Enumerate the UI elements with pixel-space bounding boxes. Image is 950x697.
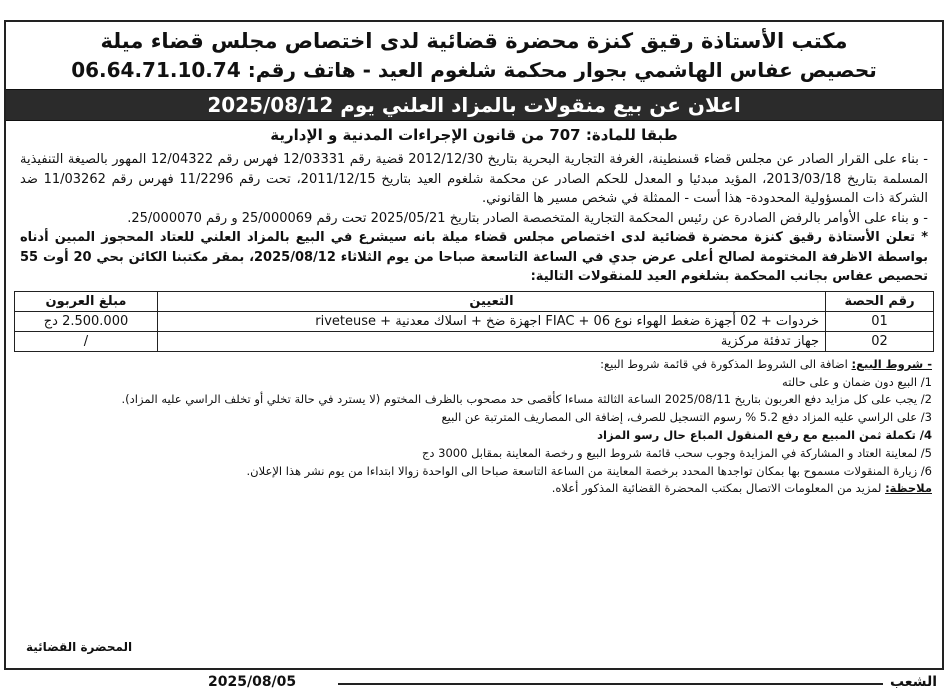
header-lot: رقم الحصة <box>826 291 934 311</box>
announcement-body <box>6 144 942 287</box>
condition-item: 5/ لمعاينة العتاد و المشاركة في المزايدة وجوب سحب قائمة شروط البيع و رخصة المعاينة بمقابل 3000 دج <box>421 445 932 460</box>
condition-item: 1/ البيع دون ضمان و على حالته <box>782 374 932 389</box>
row-lot: 02 <box>826 331 934 351</box>
table-header-row <box>15 291 934 311</box>
row-lot: 01 <box>826 311 934 331</box>
announcement-title: اعلان عن بيع منقولات بالمزاد العلني يوم 2025/08/12 <box>6 89 942 121</box>
row-designation: خردوات + 02 أجهزة ضغط الهواء نوع FIAC + 06 اجهزة ضخ + اسلاك معدنية + riveteuse <box>158 311 826 331</box>
publication-date: 2025/08/05 <box>208 674 297 690</box>
note-line <box>16 480 932 498</box>
address-text: تحصيص عفاس الهاشمي بجوار محكمة شلغوم العيد - هاتف رقم: <box>247 58 877 83</box>
footer-divider <box>338 683 883 685</box>
condition-item: 3/ على الراسي عليه المزاد دفع 5.2 % رسوم التسجيل للصرف، إضافة الى المصاريف المترتبة عن البيع <box>441 410 932 425</box>
table-row <box>15 311 934 331</box>
paragraph-decision: - بناء على القرار الصادر عن مجلس قضاء قسنطينة، الغرفة التجارية البحرية بتاريخ 2012/12/30 قضية رقم 12/03331 فهرس رقم 12/04322 المهور بالصيغة التنفيذية المسلمة بتاريخ 2013/03/18، المؤيد مبدئيا و المعدل للحكم الصادر عن محكمة شلغوم العيد بتاريخ 2011/12/15، تحت رقم 11/2296 فهرس رقم 11/03262 ضد الشركة ذات المسؤولية المحدودة- هذا أست - الممثلة في شخص مسير ها القانوني. <box>20 152 929 207</box>
row-designation: جهاز تدفئة مركزية <box>158 331 826 351</box>
lots-table <box>14 291 934 352</box>
signature: المحضرة القضائية <box>26 640 133 654</box>
condition-item: 6/ زيارة المنقولات مسموح بها بمكان تواجدها المحدد برخصة المعاينة من الساعة التاسعة صباحا الى الواحدة زوالا ابتداءا من يوم نشر هذا الإعلان. <box>246 463 932 478</box>
phone-number: 06.64.71.10.74 <box>71 58 241 83</box>
office-header <box>6 22 942 83</box>
paragraph-orders: - و بناء على الأوامر بالرفض الصادرة عن رئيس المحكمة التجارية المتخصصة الصادر بتاريخ 2025/05/21 تحت رقم 25/000069 و رقم 25/000070. <box>127 210 928 226</box>
conditions-intro-line <box>16 356 932 374</box>
header-deposit: مبلغ العربون <box>15 291 158 311</box>
row-deposit: / <box>15 331 158 351</box>
paragraph-auction-notice: * تعلن الأستاذة رقيق كنزة محضرة قضائية لدى اختصاص مجلس قضاء ميلة بانه سيشرع في البيع بالمزاد العلني للعتاد المحجوز المبين أدناه بواسطة الاظرفة المختومة لصالح أعلى عرض جدي في الساعة التاسعة صباحا من يوم الثلاثاء 2025/08/12، بمقر مكتبنا الكائن بحي 20 أوت 55 تحصيص عفاس بجانب المحكمة بشلغوم العيد للمنقولات التالية: <box>20 230 928 285</box>
header-designation: التعيين <box>158 291 826 311</box>
newspaper-footer <box>8 672 943 694</box>
condition-item: 2/ يجب على كل مزايد دفع العربون بتاريخ 2025/08/11 الساعة الثالثة مساءا كأقصى حد مصحوب بالظرف المختوم (لا يسترد في حالة تخلي أو تخلف الراسي عليه المزاد). <box>121 392 932 407</box>
legal-basis: طبقا للمادة: 707 من قانون الإجراءات المدنية و الإدارية <box>270 126 678 145</box>
row-deposit: 2.500.000 دج <box>15 311 158 331</box>
announcement-frame <box>4 20 944 670</box>
newspaper-name: الشعب <box>889 674 937 690</box>
office-line: مكتب الأستاذة رقيق كنزة محضرة قضائية لدى اختصاص مجلس قضاء ميلة <box>100 29 848 53</box>
sale-conditions <box>6 352 942 499</box>
table-row <box>15 331 934 351</box>
conditions-intro: اضافة الى الشروط المذكورة في قائمة شروط البيع: <box>600 356 848 371</box>
address-line <box>6 57 942 83</box>
condition-item: 4/ تكملة ثمن المبيع مع رفع المنقول المباع حال رسو المزاد <box>597 428 932 443</box>
note-label: ملاحظة: <box>885 481 932 496</box>
note-text: لمزيد من المعلومات الاتصال بمكتب المحضرة القضائية المذكور أعلاه. <box>551 481 882 496</box>
conditions-heading: - شروط البيع: <box>851 356 932 371</box>
